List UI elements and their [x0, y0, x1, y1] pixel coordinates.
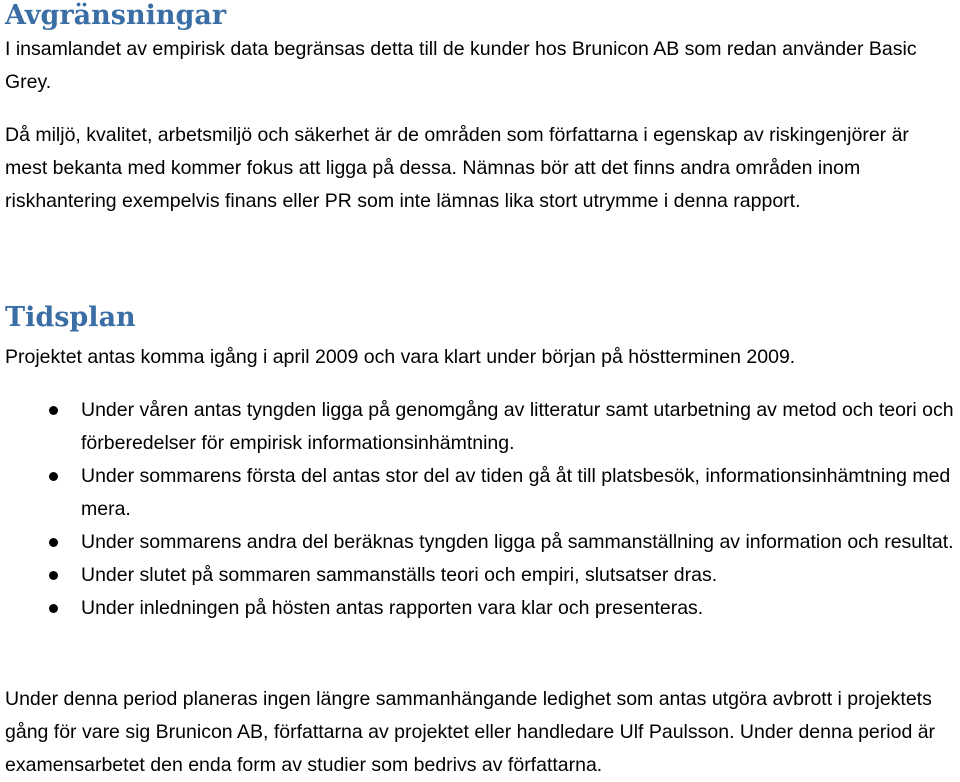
list-item-text: Under slutet på sommaren sammanställs teori och empiri, slutsatser dras. [81, 564, 718, 586]
list-item [5, 559, 957, 592]
list-item-text: Under våren antas tyngden ligga på genomgång av litteratur samt utarbetning av metod och teori och förberedelser för empirisk informationsinhämtning. [81, 399, 954, 454]
list-item-text: Under sommarens andra del beräknas tyngden ligga på sammanställning av information och resultat. [81, 531, 954, 553]
paragraph-timeline-intro: Projektet antas komma igång i april 2009 och vara klart under början på höstterminen 2009. [5, 346, 796, 368]
bullet-icon [49, 472, 58, 481]
list-item-text: Under inledningen på hösten antas rapporten vara klar och presenteras. [81, 597, 704, 619]
bullet-icon [49, 604, 58, 613]
paragraph-focus-areas: Då miljö, kvalitet, arbetsmiljö och säkerhet är de områden som författarna i egenskap av riskingenjörer är mest bekanta med kommer fokus att ligga på dessa. Nämnas bör att det finns andra områden inom riskhantering exempelvis finans eller PR som inte lämnas lika stort utrymme i denna rapport. [5, 124, 909, 212]
section-heading-avgransningar: Avgränsningar [5, 0, 227, 31]
bullet-icon [49, 538, 58, 547]
bullet-icon [49, 571, 58, 580]
list-item [5, 460, 957, 526]
list-item [5, 592, 957, 625]
list-item [5, 394, 957, 460]
section-heading-tidsplan: Tidsplan [5, 302, 136, 333]
timeline-list [5, 394, 957, 625]
paragraph-data-collection: I insamlandet av empirisk data begränsas detta till de kunder hos Brunicon AB som redan använder Basic Grey. [5, 38, 917, 93]
list-item [5, 526, 957, 559]
paragraph-closing: Under denna period planeras ingen längre sammanhängande ledighet som antas utgöra avbrott i projektets gång för vare sig Brunicon AB, författarna av projektet eller handledare Ulf Paulsson. Under denna period är examensarbetet den enda form av studier som bedrivs av författarna. [5, 688, 936, 776]
bullet-icon [49, 406, 58, 415]
list-item-text: Under sommarens första del antas stor del av tiden gå åt till platsbesök, informationsinhämtning med mera. [81, 465, 951, 520]
